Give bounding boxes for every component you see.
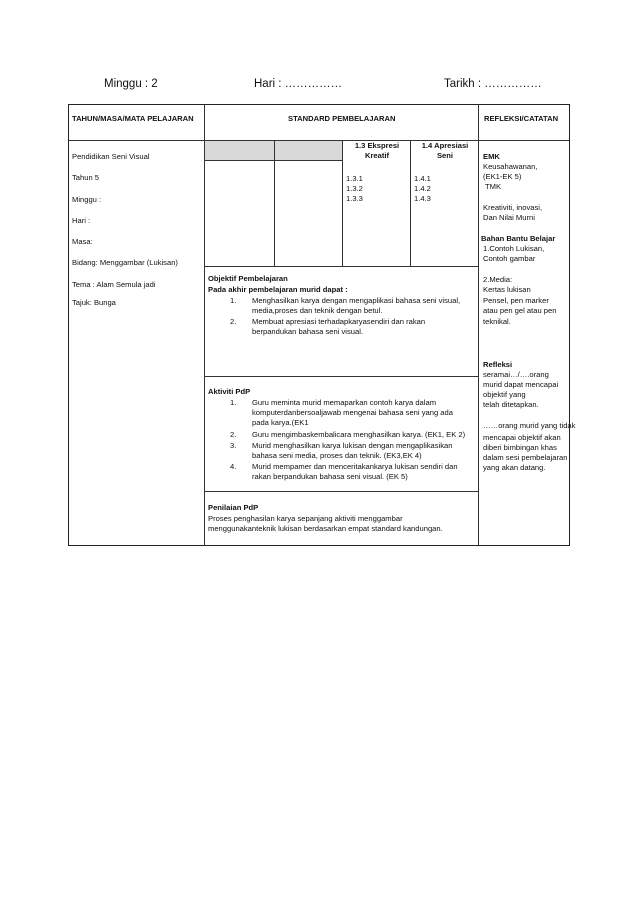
standard-14-subtitle: Seni <box>436 151 454 160</box>
std-sub-divider-3 <box>410 140 411 266</box>
list-number: 3. <box>230 441 237 450</box>
header-row-divider <box>68 140 570 141</box>
list-text: pada karya.(EK1 <box>252 418 309 427</box>
materials-line: Contoh gambar <box>483 254 536 263</box>
media-line: 2.Media: <box>483 275 513 284</box>
standard-item: 1.4.3 <box>414 194 431 203</box>
subject-column-heading: TAHUN/MASA/MATA PELAJARAN <box>72 114 194 123</box>
list-text: Menghasilkan karya dengan mengaplikasi bahasa seni visual, <box>252 296 461 305</box>
week-label: Minggu : 2 <box>104 78 158 90</box>
list-text: rakan berpandukan bahasa seni visual. (EK 5) <box>252 472 408 481</box>
assessment-text: menggunakanteknik lukisan berdasarkan empat standard kandungan. <box>208 524 443 533</box>
reflection-column-heading: REFLEKSI/CATATAN <box>484 114 559 123</box>
reflection-line: telah ditetapkan. <box>483 400 539 409</box>
list-number: 2. <box>230 317 237 326</box>
day-label: Hari : …………… <box>254 78 343 90</box>
standard-shade <box>204 140 342 160</box>
date-label: Tarikh : …………… <box>444 78 542 90</box>
col-divider-2 <box>478 104 479 546</box>
standard-item: 1.3.3 <box>346 194 363 203</box>
media-line: Pensel, pen marker <box>483 296 549 305</box>
list-text: komputerdanbersoaljawab mengenai bahasa seni yang ada <box>252 408 453 417</box>
standard-13-subtitle: Kreatif <box>364 151 390 160</box>
activity-divider <box>204 376 478 377</box>
emk-line: Keusahawanan, <box>483 162 538 171</box>
emk-title: EMK <box>483 152 500 161</box>
theme-label: Tema : Alam Semula jadi <box>72 280 156 289</box>
day-field: Hari : <box>72 216 91 225</box>
week-field: Minggu : <box>72 195 102 204</box>
topic-label: Tajuk: Bunga <box>72 298 116 307</box>
list-number: 2. <box>230 430 237 439</box>
media-line: atau pen gel atau pen <box>483 306 557 315</box>
materials-title: Bahan Bantu Belajar <box>481 234 556 243</box>
media-line: teknikal. <box>483 317 511 326</box>
list-text: Guru mengimbaskembalicara menghasilkan karya. (EK1, EK 2) <box>252 430 466 439</box>
objective-title: Objektif Pembelajaran <box>208 274 288 283</box>
list-text: Murid menghasilkan karya lukisan dengan mengaplikasikan <box>252 441 453 450</box>
reflection-line: diberi bimbingan khas <box>483 443 557 452</box>
objective-divider <box>204 266 478 267</box>
reflection-line: yang akan datang. <box>483 463 546 472</box>
emk-line: (EK1-EK 5) <box>483 172 522 181</box>
standard-divider <box>204 160 342 161</box>
standard-item: 1.3.2 <box>346 184 363 193</box>
assessment-title: Penilaian PdP <box>208 503 259 512</box>
reflection-line: murid dapat mencapai <box>483 380 559 389</box>
media-line: Kertas lukisan <box>483 285 531 294</box>
list-text: Guru meminta murid memaparkan contoh karya dalam <box>252 398 437 407</box>
col-divider-1 <box>204 104 205 546</box>
creativity-line: Dan Nilai Murni <box>483 213 535 222</box>
list-text: Murid mempamer dan menceritakankarya lukisan sendiri dan <box>252 462 458 471</box>
reflection-line: seramai…/….orang <box>483 370 549 379</box>
reflection-line: objektif yang <box>483 390 526 399</box>
creativity-line: Kreativiti, inovasi, <box>483 203 543 212</box>
list-text: bahasa seni media, proses dan teknik. (EK3,EK 4) <box>252 451 422 460</box>
list-number: 1. <box>230 398 237 407</box>
standard-item: 1.3.1 <box>346 174 363 183</box>
materials-line: 1.Contoh Lukisan, <box>483 244 545 253</box>
standard-13-title: 1.3 Ekspresi <box>354 141 400 150</box>
assessment-text: Proses penghasilan karya sepanjang aktiviti menggambar <box>208 514 403 523</box>
year-label: Tahun 5 <box>72 173 100 182</box>
list-number: 1. <box>230 296 237 305</box>
list-text: berpandukan bahasa seni visual. <box>252 327 364 336</box>
subject-name: Pendidikan Seni Visual <box>72 152 150 161</box>
time-field: Masa: <box>72 237 93 246</box>
standard-14-title: 1.4 Apresiasi <box>421 141 469 150</box>
list-text: Membuat apresiasi terhadapkaryasendiri dan rakan <box>252 317 426 326</box>
assessment-divider <box>204 491 478 492</box>
reflection-line: dalam sesi pembelajaran <box>483 453 568 462</box>
list-number: 4. <box>230 462 237 471</box>
objective-subtitle: Pada akhir pembelajaran murid dapat : <box>208 285 348 294</box>
reflection-line: mencapai objektif akan <box>483 433 561 442</box>
standard-column-heading: STANDARD PEMBELAJARAN <box>288 114 396 123</box>
standard-item: 1.4.1 <box>414 174 431 183</box>
std-sub-divider-1 <box>274 140 275 266</box>
std-sub-divider-2 <box>342 140 343 266</box>
reflection-line: ……orang murid yang tidak <box>483 421 576 430</box>
activity-title: Aktiviti PdP <box>208 387 251 396</box>
list-text: media,proses dan teknik dengan betul. <box>252 306 383 315</box>
reflection-title: Refleksi <box>483 360 513 369</box>
emk-line: TMK <box>485 182 502 191</box>
field-label: Bidang: Menggambar (Lukisan) <box>72 258 178 267</box>
standard-item: 1.4.2 <box>414 184 431 193</box>
